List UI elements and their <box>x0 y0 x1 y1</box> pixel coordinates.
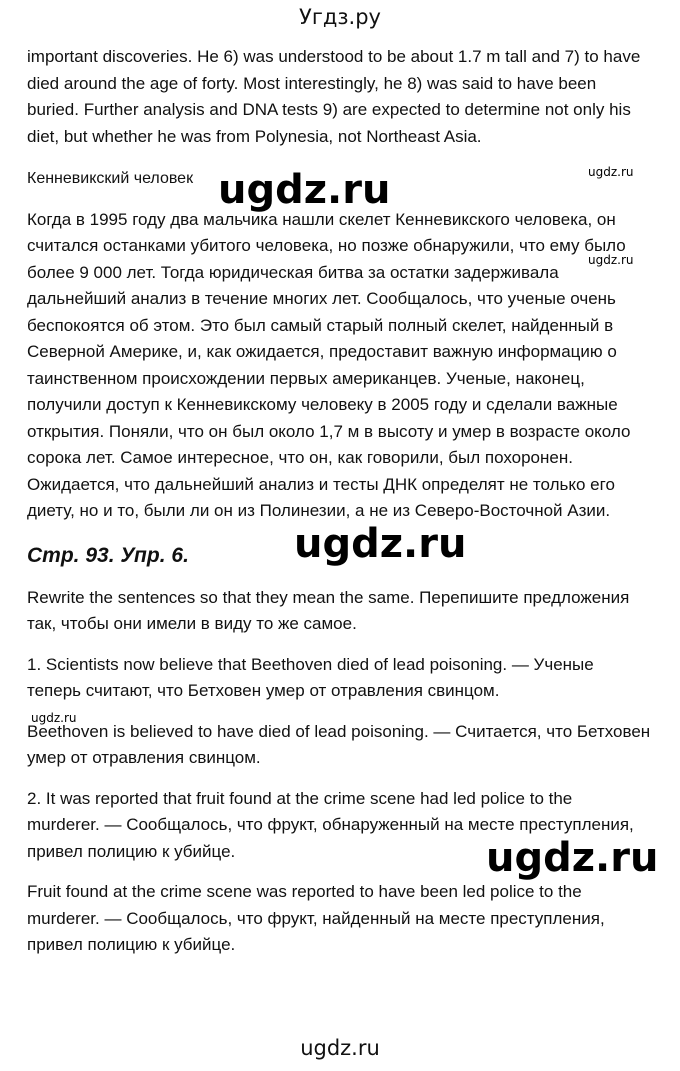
instruction-line: так, чтобы они имели в виду то же самое. <box>27 614 357 633</box>
item-line: 1. Scientists now believe that Beethoven died of lead poisoning. — Ученые <box>27 654 594 674</box>
watermark-large: ugdz.ru <box>486 835 659 881</box>
site-footer <box>0 1036 680 1060</box>
item-line: привел полицию к убийце. <box>27 935 236 954</box>
exercise-instruction <box>27 585 657 638</box>
translation-line: получили доступ к Кенневикскому человеку в 2005 году и сделали важные <box>27 395 618 414</box>
item-line: умер от отравления свинцом. <box>27 748 261 767</box>
translation-line: диету, но и то, были ли он из Полинезии, а не из Северо-Восточной Азии. <box>27 501 611 520</box>
item-line: murderer. — Сообщалось, что фрукт, обнаруженный на месте преступления, <box>27 815 634 834</box>
english-line: diet, but whether he was from Polynesia, not Northeast Asia. <box>27 126 482 146</box>
item-line: Beethoven is believed to have died of lead poisoning. — Считается, что Бетховен <box>27 721 651 741</box>
english-line: important discoveries. He 6) was understood to be about 1.7 m tall and 7) to have <box>27 47 641 66</box>
translation-line: Ожидается, что дальнейший анализ и тесты ДНК определят не только его <box>27 474 615 494</box>
exercise-heading: Стр. 93. Упр. 6. <box>27 543 189 567</box>
item-line: привел полицию к убийце. <box>27 841 236 861</box>
translation-line: открытия. Поняли, что он был около 1,7 м в высоту и умер в возрасте около <box>27 421 631 441</box>
watermark-large: ugdz.ru <box>218 167 391 213</box>
item-line: теперь считают, что Бетховен умер от отравления свинцом. <box>27 681 500 700</box>
translation-line: Когда в 1995 году два мальчика нашли скелет Кенневикского человека, он <box>27 209 616 229</box>
item-line: murderer. — Сообщалось, что фрукт, найденный на месте преступления, <box>27 908 605 928</box>
translation-line: дальнейший анализ в течение многих лет. Сообщалось, что ученые очень <box>27 289 616 308</box>
watermark-small: ugdz.ru <box>588 165 634 179</box>
translation-paragraph <box>27 207 657 525</box>
watermark-small: ugdz.ru <box>31 711 77 725</box>
item-line: 2. It was reported that fruit found at the crime scene had led police to the <box>27 788 573 808</box>
site-header <box>0 0 680 34</box>
english-text-tail <box>27 44 657 150</box>
translation-title: Кенневикский человек <box>27 170 194 187</box>
item-line: Fruit found at the crime scene was reported to have been led police to the <box>27 882 582 901</box>
watermark-large: ugdz.ru <box>294 521 467 567</box>
exercise-item-1-rewrite <box>27 719 657 772</box>
site-header-title: Угдз.ру <box>299 5 381 29</box>
translation-line: Северной Америке, и, как ожидается, предоставит важную информацию о <box>27 342 617 361</box>
instruction-line: Rewrite the sentences so that they mean the same. Перепишите предложения <box>27 587 630 607</box>
site-footer-title: ugdz.ru <box>300 1036 380 1060</box>
translation-line: беспокоятся об этом. Это был самый старый полный скелет, найденный в <box>27 315 614 335</box>
translation-line: таинственном происхождении первых американцев. Ученые, наконец, <box>27 368 585 388</box>
english-line: died around the age of forty. Most interestingly, he 8) was said to have been <box>27 73 597 93</box>
exercise-item-1-original <box>27 652 657 705</box>
translation-line: считался останками убитого человека, но позже обнаружили, что ему было <box>27 236 626 255</box>
exercise-item-2-rewrite <box>27 879 657 959</box>
english-line: buried. Further analysis and DNA tests 9) are expected to determine not only his <box>27 100 631 119</box>
translation-line: сорока лет. Самое интересное, что он, как говорили, был похоронен. <box>27 448 573 467</box>
translation-line: более 9 000 лет. Тогда юридическая битва за остатки задерживала <box>27 262 559 282</box>
watermark-small: ugdz.ru <box>588 253 634 267</box>
